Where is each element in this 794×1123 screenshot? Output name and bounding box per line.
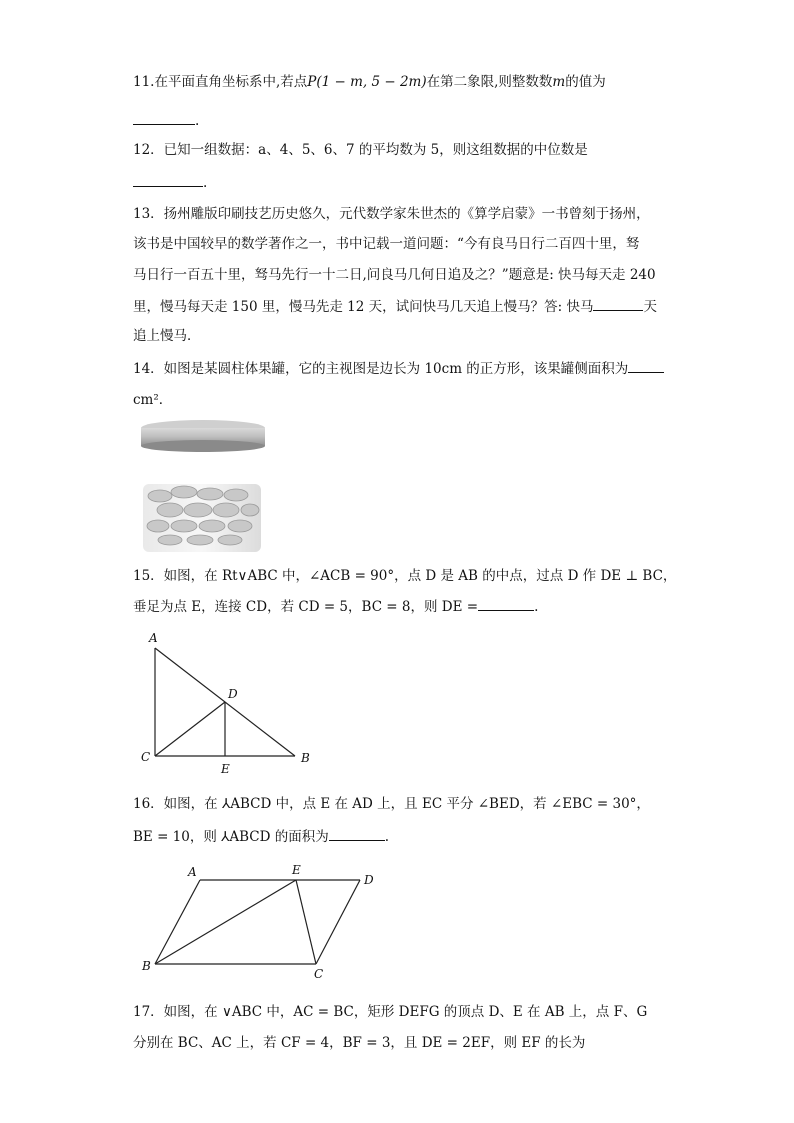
q11-text-c: 的值为	[565, 74, 606, 90]
q16-line2	[133, 826, 389, 847]
q14-line1	[133, 358, 664, 379]
q16-text-1: 16．如图，在 ⅄ABCD 中，点 E 在 AD 上，且 EC 平分 ∠BED，若 ∠EBC = 30°，	[133, 796, 650, 812]
q11-answer-blank[interactable]	[133, 110, 195, 125]
q15-label-b: B	[301, 751, 310, 765]
q13-line4	[133, 296, 657, 317]
q16-side-ab	[155, 880, 200, 964]
q15-figure	[138, 628, 328, 778]
jar-image	[140, 418, 270, 556]
q13-answer-blank[interactable]	[593, 296, 643, 311]
q11-point: P(1 − m, 5 − 2m)	[307, 74, 427, 90]
q17-line1	[133, 1002, 647, 1022]
q15-text-1: 15．如图，在 Rt∨ABC 中，∠ACB = 90°，点 D 是 AB 的中点，过点 D 作 DE ⊥ BC，	[133, 568, 677, 584]
q12-answer-blank[interactable]	[133, 172, 203, 187]
q12-line1	[133, 140, 588, 160]
q12-text: 12．已知一组数据：a、4、5、6、7 的平均数为 5，则这组数据的中位数是	[133, 142, 588, 158]
q16-text-2: BE = 10，则 ⅄ABCD 的面积为	[133, 829, 329, 845]
q13-text-4b: 天	[643, 299, 657, 315]
q17-text-2: 分别在 BC、AC 上，若 CF = 4，BF = 3，且 DE = 2EF，则 EF 的长为	[133, 1035, 586, 1051]
q16-side-cd	[316, 880, 360, 964]
q11-answer-line	[133, 110, 199, 131]
q15-label-a: A	[149, 631, 158, 645]
q16-figure	[138, 858, 388, 984]
jar-lid-bottom	[141, 440, 265, 452]
q17-text-1: 17．如图，在 ∨ABC 中，AC = BC，矩形 DEFG 的顶点 D、E 在 AB 上，点 F、G	[133, 1004, 648, 1020]
q17-line2	[133, 1033, 585, 1053]
q14-unit: cm²．	[133, 392, 173, 408]
q16-label-d: D	[364, 873, 374, 887]
q15-label-c: C	[141, 750, 151, 764]
q13-text-4: 里，慢马每天走 150 里，慢马先走 12 天，试问快马几天追上慢马？答: 快马	[133, 299, 594, 315]
q16-segment-ec	[296, 880, 316, 964]
q11-var: m	[552, 74, 566, 90]
q13-line5	[133, 326, 201, 346]
q12-answer-line	[133, 172, 207, 193]
q13-text-1: 13．扬州雕版印刷技艺历史悠久，元代数学家朱世杰的《算学启蒙》一书曾刻于扬州，	[133, 206, 650, 222]
q11-text: 11.在平面直角坐标系中,若点	[133, 74, 308, 90]
q11-end: .	[195, 113, 200, 129]
q15-line1	[133, 566, 676, 586]
q16-label-e: E	[292, 863, 301, 877]
q12-end: .	[203, 175, 208, 191]
q16-answer-blank[interactable]	[329, 826, 385, 841]
q16-label-b: B	[142, 959, 151, 973]
q13-line3	[133, 265, 656, 285]
q14-answer-blank[interactable]	[628, 358, 664, 373]
q16-end: .	[384, 829, 390, 845]
q15-label-d: D	[228, 687, 238, 701]
q13-text-3: 马日行一百五十里，驽马先行一十二日,问良马几何日追及之？”题意是: 快马每天走 240	[133, 267, 656, 283]
q15-end: .	[534, 599, 539, 615]
q14-line2	[133, 390, 172, 410]
q11-line1	[133, 72, 606, 92]
q14-text: 14．如图是某圆柱体果罐，它的主视图是边长为 10cm 的正方形，该果罐侧面积为	[133, 361, 629, 377]
q16-label-a: A	[188, 865, 197, 879]
q16-line1	[133, 794, 650, 814]
q13-text-2: 该书是中国较早的数学著作之一，书中记载一道问题：“今有良马日行二百四十里，驽	[133, 236, 640, 252]
q13-line1	[133, 204, 650, 224]
q15-text-2: 垂足为点 E，连接 CD，若 CD = 5，BC = 8，则 DE =	[133, 599, 479, 615]
q13-line2	[133, 234, 639, 254]
q16-segment-be	[155, 880, 296, 964]
q16-label-c: C	[314, 967, 324, 981]
q13-text-5: 追上慢马．	[133, 328, 201, 344]
q11-text-b: 在第二象限,则整数数	[426, 74, 553, 90]
q15-line2	[133, 596, 538, 617]
q15-label-e: E	[221, 762, 230, 776]
q15-answer-blank[interactable]	[478, 596, 534, 611]
q15-segment-cd	[155, 702, 225, 756]
